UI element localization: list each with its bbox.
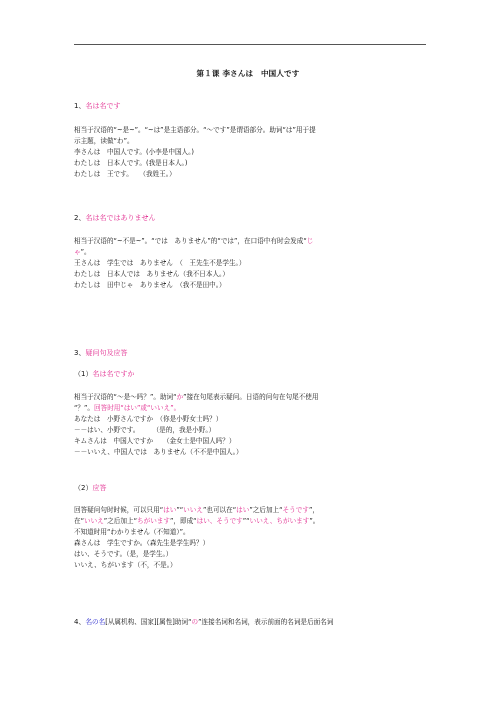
subsection-2-desc-line-2 — [74, 517, 434, 526]
subsection-1-heading — [74, 370, 434, 379]
pink-text-span: いいえ — [183, 506, 203, 514]
example-line: 李さんは 中国人です。(小李是中国人。) — [74, 148, 195, 156]
text-span: ”。 — [80, 248, 91, 256]
text-span: 在“ — [74, 517, 85, 525]
section-1-desc-line-2: 示主题，读做“わ”。 — [74, 137, 134, 145]
subsection-2-desc-line-1 — [74, 506, 434, 515]
example-line: はい、そうです。（是，是学生。） — [74, 550, 173, 558]
section-title: 疑问句及应答 — [85, 349, 128, 357]
pink-text-span: はい、そうです — [196, 517, 243, 525]
example-line: わたしは 日本人です。(我是日本人。) — [74, 159, 188, 167]
example-line: あなたは 小野さんですか （你是小野女士吗？） — [74, 415, 223, 423]
subsection-number: （2） — [74, 484, 93, 492]
text-span: 回答疑问句时时候，可以只用“ — [74, 506, 164, 514]
pink-text-span: いいえ — [84, 517, 104, 525]
example-line: わたしは 王です。 （我姓王。） — [74, 170, 176, 178]
subsection-title: 名は名ですか — [92, 370, 135, 378]
header-rule — [74, 44, 426, 45]
section-title: 名の名 — [85, 618, 106, 626]
text-span: ”， — [308, 506, 319, 514]
subsection-1-desc-line-2 — [74, 404, 434, 413]
section-1-desc-line-1: 相当于汉语的“~是~”。“~は”是主语部分。“～です”是谓语部分。助词“は”用于提 — [74, 126, 316, 134]
pink-text-span: はい — [236, 506, 250, 514]
subsection-title: 应答 — [92, 484, 107, 492]
section-2-desc-line-1 — [74, 237, 434, 246]
section-title: 名は名ではありません — [85, 214, 156, 222]
pink-text-span: じ — [306, 237, 314, 245]
text-span: ”，即成“ — [169, 517, 197, 525]
subsection-number: （1） — [74, 370, 93, 378]
example-line: －－いいえ、中国人では ありません（不不是中国人。） — [74, 448, 243, 456]
text-span: 相当于汉语的“～是～吗？”。助词“ — [74, 393, 177, 401]
pink-text-span: そうです — [282, 506, 309, 514]
example-line: わたしは 日本人では ありません（我不日本人。） — [74, 270, 229, 278]
text-span: ”之后加上“ — [249, 506, 283, 514]
pink-text-span: の — [191, 618, 199, 626]
text-span: ”之后加上“ — [103, 517, 138, 525]
text-span: ”接在句尾表示疑问。日语的问句在句尾不使用 — [183, 393, 319, 401]
section-4-heading — [74, 618, 434, 627]
subsection-2-desc-line-3: 不知道时用“わかりません（不知道）”。 — [74, 528, 190, 536]
pink-text-span: か — [176, 393, 184, 401]
example-line: －－はい、小野です。 （是的，我是小野。） — [74, 426, 216, 434]
section-title: 名は名です — [85, 102, 121, 110]
section-number: 4、 — [74, 618, 86, 626]
section-number: 1、 — [74, 102, 86, 110]
example-line: わたしは 田中じゃ ありません （我不是田中。） — [74, 281, 226, 289]
section-number: 3、 — [74, 349, 86, 357]
section-2-heading — [74, 214, 434, 223]
example-line: いいえ、ちがいます（不，不是。） — [74, 561, 177, 569]
section-2-desc-line-2 — [74, 248, 434, 257]
subsection-1-desc-line-1 — [74, 393, 434, 402]
example-line: キムさんは 中国人ですか （金女士是中国人吗？） — [74, 437, 236, 445]
example-line: 王さんは 学生では ありません （ 王先生不是学生。） — [74, 259, 246, 267]
pink-text-span: はい — [163, 506, 177, 514]
subsection-2-heading — [74, 484, 434, 493]
text-span: “？”。 — [74, 404, 95, 412]
text-span: 相当于汉语的“~不是~”。“では ありません”的“では”，在口语中有时会发成“ — [74, 237, 307, 245]
text-span: ”“ — [176, 506, 184, 514]
pink-text-span: いいえ、ちがいます — [249, 517, 310, 525]
text-span: ”。 — [309, 517, 320, 525]
section-3-heading — [74, 349, 434, 358]
text-span: ”连接名词和名词，表示前面的名词是后面名词 — [198, 618, 334, 626]
example-line: 森さんは 学生ですか。（森先生是学生吗？） — [74, 539, 210, 547]
text-span: [从属机构、国家][属性]助词“ — [105, 618, 192, 626]
text-span: ”“ — [242, 517, 250, 525]
section-1-heading — [74, 102, 434, 111]
text-span: ”也可以在“ — [202, 506, 237, 514]
section-number: 2、 — [74, 214, 86, 222]
pink-text-span: 回答时用“はい”或“いいえ”。 — [94, 404, 181, 412]
pink-text-span: ゃ — [74, 248, 81, 256]
page-title: 第１课 李さんは 中国人です — [196, 69, 300, 78]
pink-text-span: ちがいます — [137, 517, 170, 525]
